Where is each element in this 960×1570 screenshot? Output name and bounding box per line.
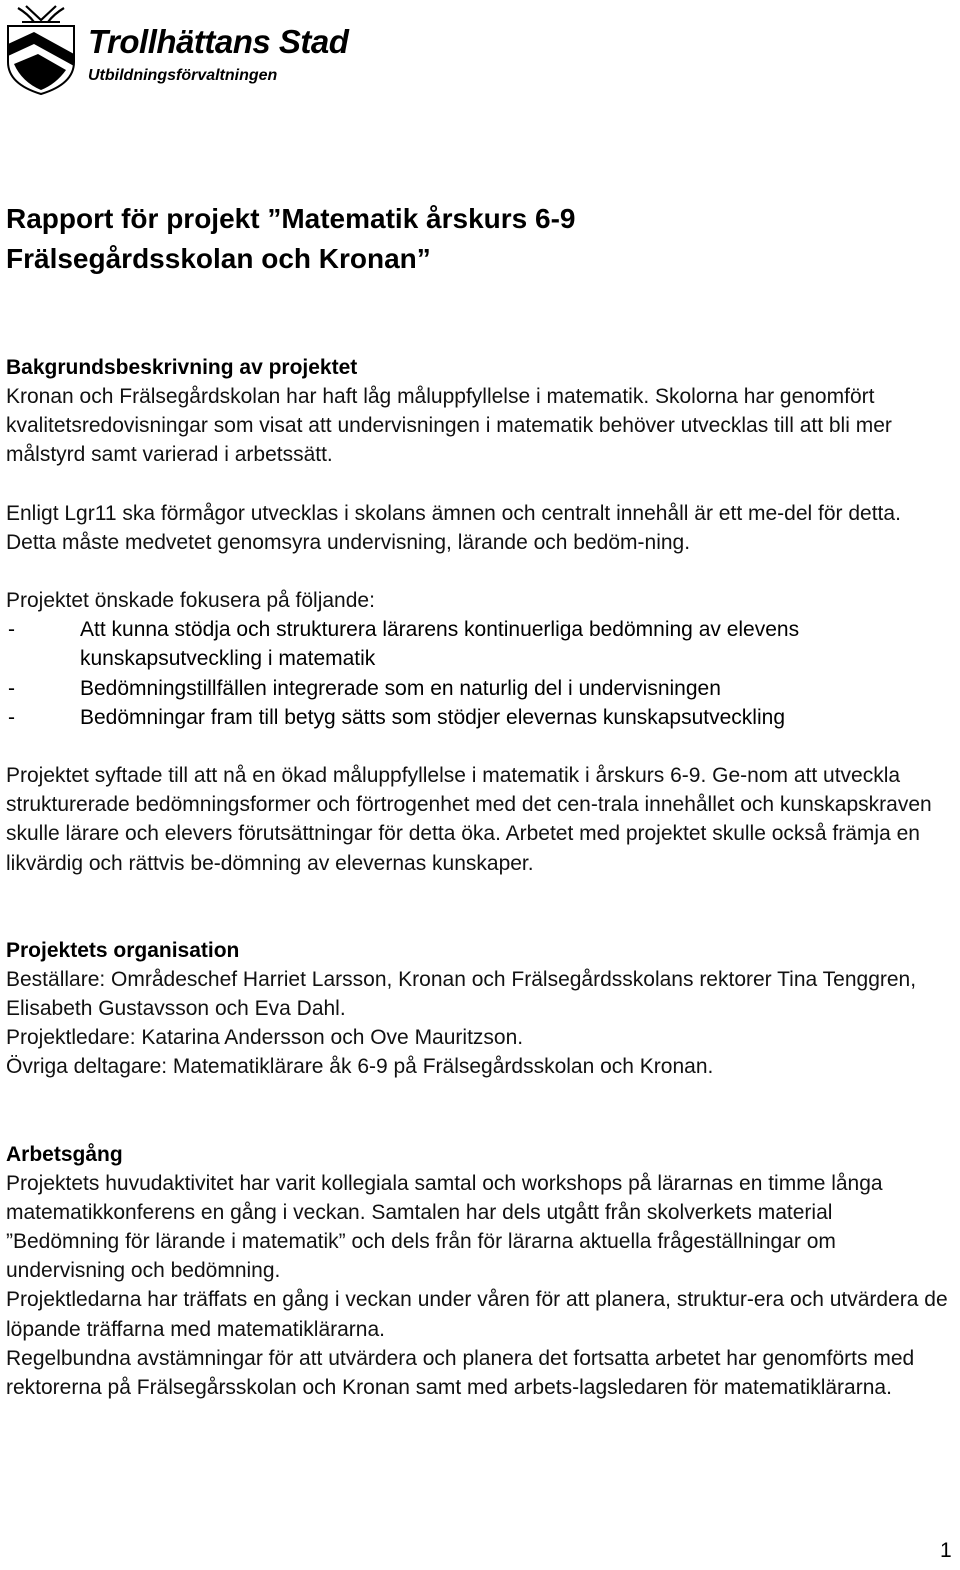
organisation-commissioner: Beställare: Områdeschef Harriet Larsson, Kronan och Frälsegårdsskolans rektorer Tina Tenggren, Elisabeth Gustavsson och Eva Dahl. [6, 967, 917, 1021]
report-title-line-2: Frälsegårdsskolan och Kronan” [6, 243, 431, 274]
background-paragraph-2: Enligt Lgr11 ska förmågor utvecklas i skolans ämnen och centralt innehåll är ett me-del för detta. Detta måste medvetet genomsyra undervisning, lärande och bedöm-ning. [6, 501, 901, 554]
list-item: - Att kunna stödja och strukturera lärarens kontinuerliga bedömning av elevens kunskapsutveckling i matematik [6, 615, 950, 673]
background-heading: Bakgrundsbeskrivning av projektet [6, 356, 358, 379]
department-name: Utbildningsförvaltningen [88, 67, 278, 84]
document-header [4, 4, 384, 96]
bullet-marker: - [8, 705, 15, 729]
process-paragraph-2: Projektledarna har träffats en gång i veckan under våren för att planera, struktur-era och utvärdera de löpande träffarna med matematiklärarna. [6, 1288, 948, 1341]
bullet-marker: - [8, 676, 15, 700]
process-paragraph-3: Regelbundna avstämningar för att utvärdera och planera det fortsatta arbetet har genomförts med rektorerna på Frälsegårsskolan och Kronan samt med arbets-lagsledaren för matematiklärarna. [6, 1346, 915, 1400]
process-heading: Arbetsgång [6, 1142, 123, 1166]
list-item: - Bedömningar fram till betyg sätts som stödjer elevernas kunskapsutveckling [6, 703, 950, 732]
focus-intro: Projektet önskade fokusera på följande: [6, 589, 375, 613]
organisation-participants: Övriga deltagare: Matematiklärare åk 6-9 på Frälsegårdsskolan och Kronan. [6, 1055, 714, 1079]
background-paragraph-3: Projektet syftade till att nå en ökad måluppfyllelse i matematik i årskurs 6-9. Ge-nom att utveckla strukturerade bedömningsformer och förtrogenhet med det cen-trala innehållet och kunskapskraven skulle lärare och elevers förutsättningar för detta öka. Arbetet med projektet skulle också främja en likvärdig och rättvis be-dömning av elevernas kunskaper. [6, 764, 932, 875]
organisation-project-leaders: Projektledare: Katarina Andersson och Ove Mauritzson. [6, 1026, 524, 1050]
report-title-line-1: Rapport för projekt ”Matematik årskurs 6-9 [6, 203, 576, 234]
organisation-heading: Projektets organisation [6, 938, 240, 962]
municipal-coat-of-arms-icon [4, 4, 78, 96]
document-body [6, 199, 950, 1402]
background-paragraph-1: Kronan och Frälsegårdskolan har haft låg måluppfyllelse i matematik. Skolorna har genomfört kvalitetsredovisningar som visat att undervisningen i matematik behöver utvecklas till att bli mer målstyrd samt varierad i arbetssätt. [6, 385, 892, 467]
organization-name: Trollhättans Stad [88, 23, 349, 60]
page-number: 1 [940, 1539, 952, 1562]
report-title [6, 199, 950, 279]
bullet-marker: - [8, 618, 15, 642]
focus-list [6, 615, 950, 732]
process-paragraph-1: Projektets huvudaktivitet har varit kollegiala samtal och workshops på lärarnas en timme långa matematikkonferens en gång i veckan. Samtalen har dels utgått från skolverkets material ”Bedömning för lärande i matematik” och dels från för lärarna aktuella frågeställningar om undervisning och bedömning. [6, 1171, 883, 1283]
list-item: - Bedömningstillfällen integrerade som en naturlig del i undervisningen [6, 674, 950, 703]
